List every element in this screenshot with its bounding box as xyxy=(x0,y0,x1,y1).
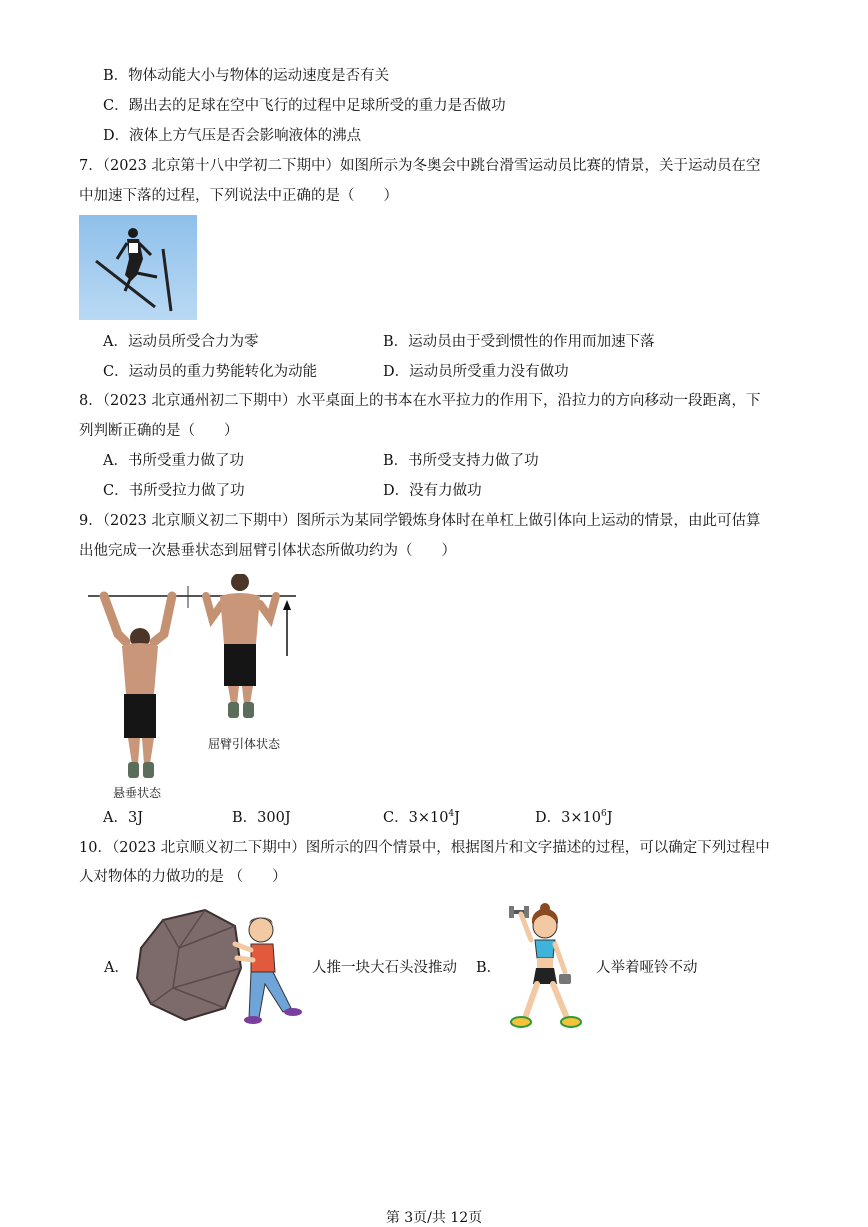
q6-option-b: B．物体动能大小与物体的运动速度是否有关 xyxy=(103,68,390,84)
q9-option-b: B．300J xyxy=(232,810,291,826)
q10-stem-line2: 人对物体的力做功的是 （ ） xyxy=(79,869,287,885)
q7-option-b: B．运动员由于受到惯性的作用而加速下落 xyxy=(383,334,655,350)
caption-hanging-state: 悬垂状态 xyxy=(113,786,162,800)
q10-stem-line1: 10．（2023 北京顺义初二下期中）图所示的四个情景中，根据图片和文字描述的过程，可以确定下列过程中 xyxy=(79,840,770,856)
q7-stem-line1: 7．（2023 北京第十八中学初二下期中）如图所示为冬奥会中跳台滑雪运动员比赛的情景，关于运动员在空 xyxy=(79,158,761,174)
q10-option-b-label: B． xyxy=(476,960,502,976)
q9-stem-line2: 出他完成一次悬垂状态到屈臂引体状态所做功约为（ ） xyxy=(79,543,456,559)
q9-option-d: D．$3\times 10^6J$ xyxy=(535,809,613,826)
q9-stem-line1: 9．（2023 北京顺义初二下期中）图所示为某同学锻炼身体时在单杠上做引体向上运动的情景，由此可估算 xyxy=(79,513,761,529)
q7-stem-line2: 中加速下落的过程，下列说法中正确的是（ ） xyxy=(79,188,398,204)
ski-jumper-image xyxy=(79,215,197,320)
q8-option-b: B．书所受支持力做了功 xyxy=(383,453,539,469)
girl-holding-dumbbells-image xyxy=(503,900,588,1034)
q8-option-c: C．书所受拉力做了功 xyxy=(103,483,245,499)
q10-option-a-text: 人推一块大石头没推动 xyxy=(312,960,457,976)
q7-option-a: A．运动员所受合力为零 xyxy=(103,334,259,350)
q8-option-a: A．书所受重力做了功 xyxy=(103,453,244,469)
q9-option-a: A．3J xyxy=(103,810,144,826)
caption-pulled-up-state: 屈臂引体状态 xyxy=(208,737,281,751)
q7-option-d: D．运动员所受重力没有做功 xyxy=(383,364,569,380)
q10-option-b-text: 人举着哑铃不动 xyxy=(596,960,698,976)
q10-option-a-label: A． xyxy=(104,960,129,976)
page-footer: 第 3页/共 12页 xyxy=(385,1210,483,1226)
q7-option-c: C．运动员的重力势能转化为动能 xyxy=(103,364,318,380)
q6-option-c: C．踢出去的足球在空中飞行的过程中足球所受的重力是否做功 xyxy=(103,98,506,114)
boy-pushing-rock-image xyxy=(133,908,308,1026)
q8-option-d: D．没有力做功 xyxy=(383,483,482,499)
q9-option-c: C．$3\times 10^4J$ xyxy=(383,809,460,826)
pull-up-figure xyxy=(88,574,298,802)
q8-stem-line2: 列判断正确的是（ ） xyxy=(79,423,239,439)
q6-option-d: D．液体上方气压是否会影响液体的沸点 xyxy=(103,128,362,144)
q8-stem-line1: 8．（2023 北京通州初二下期中）水平桌面上的书本在水平拉力的作用下，沿拉力的方向移动一段距离，下 xyxy=(79,393,761,409)
